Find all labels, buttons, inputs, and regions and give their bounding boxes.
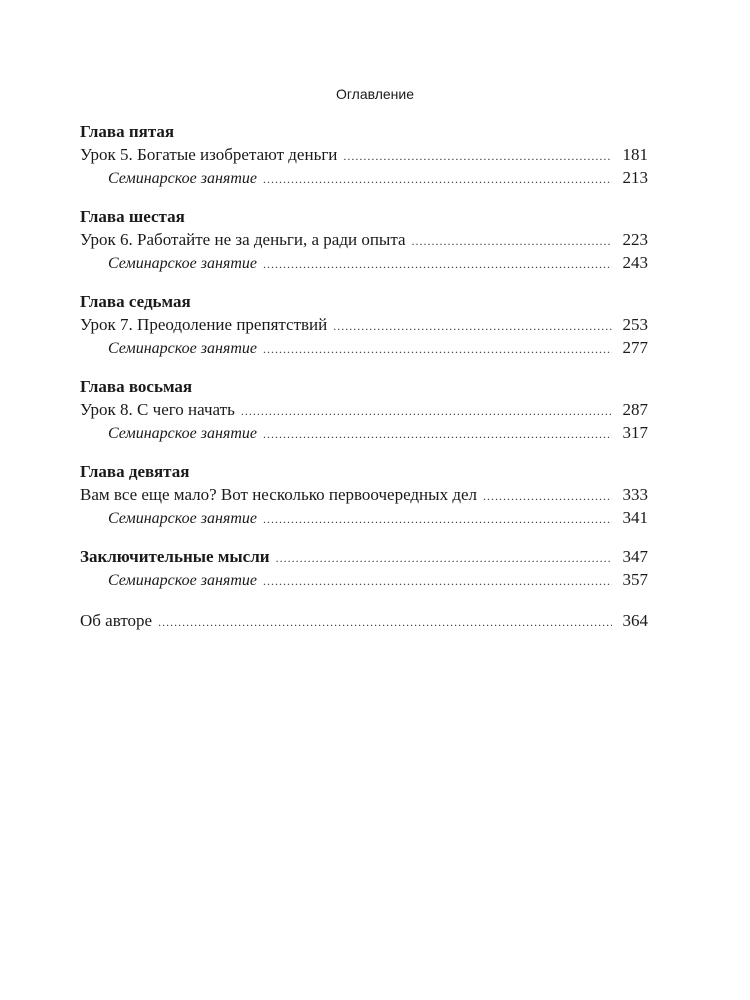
toc-page-number: 287 bbox=[622, 400, 648, 419]
toc-entry[interactable] bbox=[80, 398, 648, 421]
toc-entry-label: Урок 6. Работайте не за деньги, а ради опыта bbox=[80, 230, 406, 249]
toc-page-number: 277 bbox=[622, 338, 648, 357]
toc-entry[interactable] bbox=[80, 609, 648, 632]
toc-page-number: 213 bbox=[622, 168, 648, 187]
chapter-title: Глава седьмая bbox=[80, 292, 191, 311]
toc-section-chapter-6 bbox=[80, 205, 648, 274]
toc-page-number: 364 bbox=[622, 611, 648, 630]
toc-entry-label: Семинарское занятие bbox=[108, 340, 257, 357]
toc-page-number: 317 bbox=[622, 423, 648, 442]
toc-section-about-author bbox=[80, 609, 648, 632]
toc-entry[interactable] bbox=[80, 421, 648, 444]
toc-entry-label: Семинарское занятие bbox=[108, 170, 257, 187]
dot-leader bbox=[276, 545, 612, 570]
toc-section-chapter-9 bbox=[80, 460, 648, 529]
toc-entry[interactable] bbox=[80, 483, 648, 506]
toc-entry[interactable] bbox=[80, 336, 648, 359]
toc-entry[interactable] bbox=[80, 313, 648, 336]
toc-entry-label: Семинарское занятие bbox=[108, 510, 257, 527]
toc-page-number: 347 bbox=[622, 547, 648, 566]
chapter-title: Глава восьмая bbox=[80, 377, 193, 396]
table-of-contents bbox=[80, 120, 648, 648]
toc-entry-label: Семинарское занятие bbox=[108, 255, 257, 272]
dot-leader bbox=[263, 422, 612, 446]
toc-entry[interactable] bbox=[80, 166, 648, 189]
toc-entry[interactable] bbox=[80, 545, 648, 568]
toc-page-number: 341 bbox=[622, 508, 648, 527]
toc-entry[interactable] bbox=[80, 251, 648, 274]
dot-leader bbox=[412, 228, 612, 253]
chapter-title: Глава шестая bbox=[80, 207, 185, 226]
dot-leader bbox=[263, 507, 612, 531]
toc-page-number: 181 bbox=[622, 145, 648, 164]
toc-entry[interactable] bbox=[80, 143, 648, 166]
toc-entry-label: Урок 8. С чего начать bbox=[80, 400, 235, 419]
toc-page-number: 223 bbox=[622, 230, 648, 249]
dot-leader bbox=[263, 569, 612, 593]
toc-section-chapter-5 bbox=[80, 120, 648, 189]
dot-leader bbox=[483, 483, 612, 508]
toc-entry-label: Семинарское занятие bbox=[108, 572, 257, 589]
toc-section-final-thoughts bbox=[80, 545, 648, 591]
toc-entry[interactable] bbox=[80, 506, 648, 529]
toc-entry-label: Урок 7. Преодоление препятствий bbox=[80, 315, 328, 334]
toc-entry[interactable] bbox=[80, 228, 648, 251]
page-title: Оглавление bbox=[335, 86, 415, 102]
toc-entry[interactable] bbox=[80, 568, 648, 591]
toc-entry-label: Заключительные мысли bbox=[80, 547, 270, 566]
toc-entry-label: Об авторе bbox=[80, 611, 153, 630]
toc-page-number: 357 bbox=[622, 570, 648, 589]
dot-leader bbox=[241, 398, 612, 423]
chapter-title: Глава девятая bbox=[80, 462, 190, 481]
dot-leader bbox=[263, 167, 612, 191]
toc-entry-label: Вам все еще мало? Вот несколько первоочередных дел bbox=[80, 485, 478, 504]
chapter-title: Глава пятая bbox=[80, 122, 175, 141]
toc-entry-label: Урок 5. Богатые изобретают деньги bbox=[80, 145, 338, 164]
dot-leader bbox=[158, 609, 612, 634]
toc-entry-label: Семинарское занятие bbox=[108, 425, 257, 442]
toc-page-number: 333 bbox=[622, 485, 648, 504]
dot-leader bbox=[263, 337, 612, 361]
toc-section-chapter-8 bbox=[80, 375, 648, 444]
dot-leader bbox=[263, 252, 612, 276]
toc-section-chapter-7 bbox=[80, 290, 648, 359]
toc-page-number: 253 bbox=[622, 315, 648, 334]
dot-leader bbox=[343, 143, 612, 168]
dot-leader bbox=[333, 313, 612, 338]
toc-page-number: 243 bbox=[622, 253, 648, 272]
